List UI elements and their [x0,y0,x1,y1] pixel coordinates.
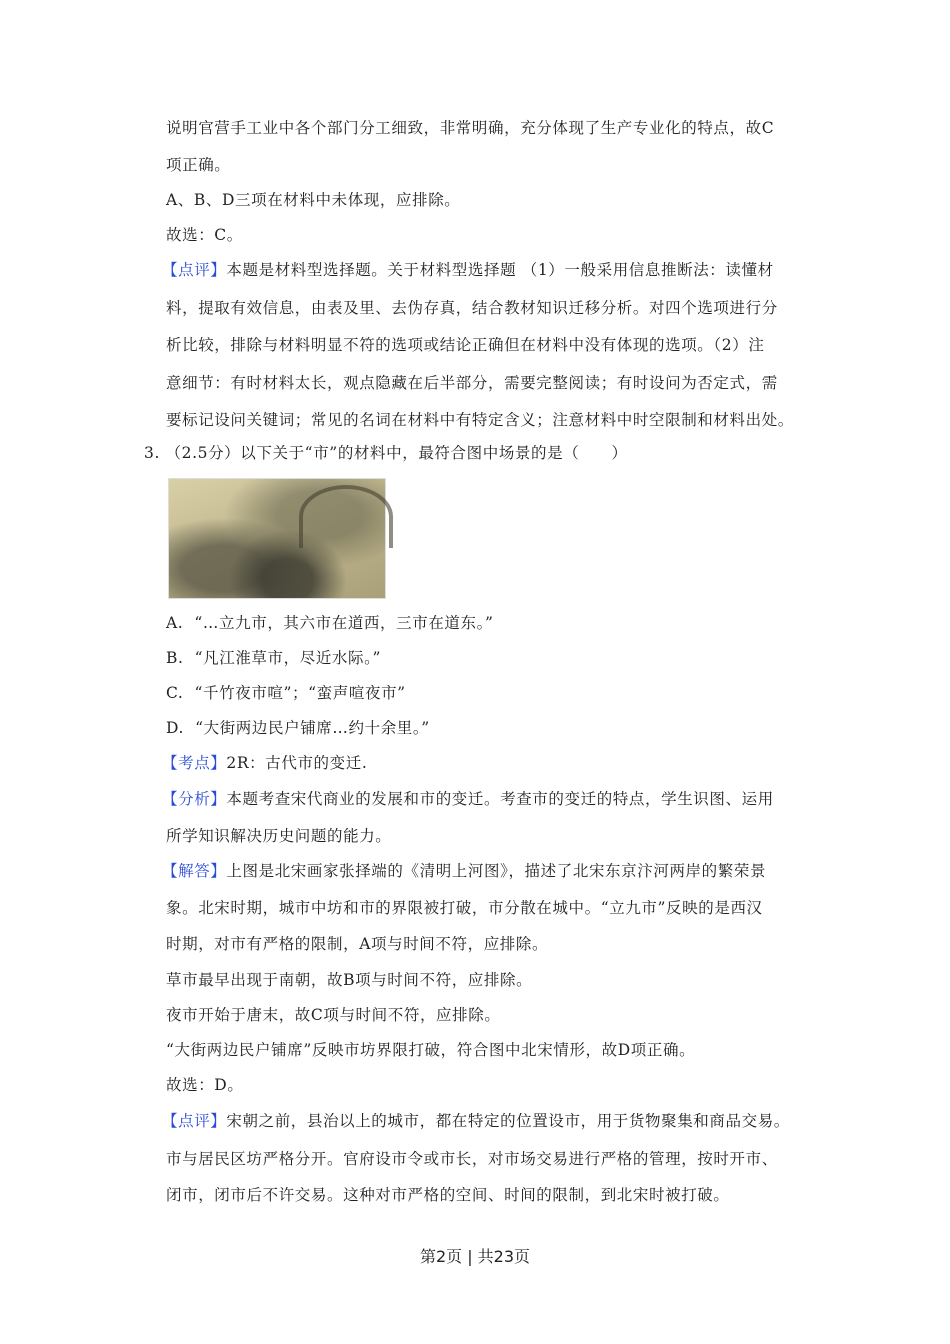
text-line: 夜市开始于唐末，故C项与时间不符，应排除。 [166,1006,501,1024]
answer-line: 故选：D。 [166,1076,244,1094]
fenxi-line [162,789,774,809]
comment-text: 本题是材料型选择题。关于材料型选择题 （1）一般采用信息推断法：读懂材 [226,261,774,279]
comment-line [162,260,774,280]
jieda-text: 上图是北宋画家张择端的《清明上河图》，描述了北宋东京汴河两岸的繁荣景 [226,862,767,880]
text-line: 要标记设问关键词；常见的名词在材料中有特定含义；注意材料中时空限制和材料出处。 [166,411,794,429]
text-line: 料，提取有效信息，由表及里、去伪存真，结合教材知识迁移分析。对四个选项进行分 [166,299,778,317]
kaodian-text: 2R：古代市的变迁. [226,754,368,772]
kaodian-label: 【考点】 [162,754,227,772]
comment-label: 【点评】 [162,261,227,279]
option-text: “…立九市，其六市在道西，三市在道东。” [194,614,494,632]
text-line: A、B、D三项在材料中未体现，应排除。 [166,191,461,209]
option-text: “大街两边民户铺席…约十余里。” [195,719,430,737]
option-letter: D. [166,719,185,737]
kaodian-line [162,753,367,773]
question-stem-line [144,443,628,463]
text-line: “大街两边民户铺席”反映市坊界限打破，符合图中北宋情形，故D项正确。 [166,1041,696,1059]
dianping-label: 【点评】 [162,1112,227,1130]
text-line: 草市最早出现于南朝，故B项与时间不符，应排除。 [166,971,533,989]
text-line: 故选：C。 [166,226,243,244]
text-line: 时期，对市有严格的限制，A项与时间不符，应排除。 [166,935,549,953]
text-line: 所学知识解决历史问题的能力。 [166,827,392,845]
question-stem: （2.5分）以下关于“市”的材料中，最符合图中场景的是（ ） [165,444,628,462]
text-line: 意细节：有时材料太长，观点隐藏在后半部分，需要完整阅读；有时设问为否定式，需 [166,374,778,392]
jieda-label: 【解答】 [162,862,227,880]
qingming-painting-image [168,478,386,599]
text-line: 象。北宋时期，城市中坊和市的界限被打破，市分散在城中。“立九市”反映的是西汉 [166,899,763,917]
fenxi-text: 本题考查宋代商业的发展和市的变迁。考查市的变迁的特点，学生识图、运用 [226,790,774,808]
option-b [166,648,381,668]
text-line: 市与居民区坊严格分开。官府设市令或市长，对市场交易进行严格的管理，按时开市、 [166,1150,778,1168]
text-line: 说明官营手工业中各个部门分工细致，非常明确，充分体现了生产专业化的特点，故C [166,119,775,137]
fenxi-label: 【分析】 [162,790,227,808]
option-text: “凡江淮草市，尽近水际。” [194,649,381,667]
question-number: 3. [144,444,160,462]
option-a [166,613,494,633]
text-line: 析比较，排除与材料明显不符的选项或结论正确但在材料中没有体现的选项。（2）注 [166,336,765,354]
option-text: “千竹夜市喧”；“蛮声喧夜市” [194,684,406,702]
text-line: 项正确。 [166,156,231,174]
option-letter: B. [166,649,184,667]
dianping-text: 宋朝之前，县治以上的城市，都在特定的位置设市，用于货物聚集和商品交易。 [226,1112,790,1130]
option-letter: A. [166,614,184,632]
option-letter: C. [166,684,184,702]
jieda-line [162,861,766,881]
page-footer: 第2页 | 共23页 [419,1247,531,1266]
dianping-line [162,1111,790,1131]
bridge-shape [299,485,393,549]
option-d [166,718,430,738]
option-c [166,683,406,703]
text-line: 闭市，闭市后不许交易。这种对市严格的空间、时间的限制，到北宋时被打破。 [166,1186,730,1204]
